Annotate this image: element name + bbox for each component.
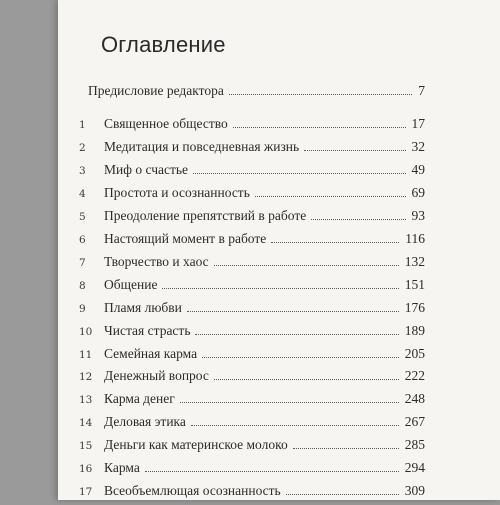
toc-preface-row	[58, 83, 500, 105]
chapter-number: 8	[79, 279, 86, 292]
toc-row	[58, 231, 500, 253]
chapter-title: Деловая этика	[104, 414, 186, 430]
chapter-number: 15	[79, 440, 93, 453]
preface-label: Предисловие редактора	[88, 83, 224, 98]
dot-leader	[286, 494, 399, 495]
chapter-number: 16	[79, 463, 93, 476]
toc-row	[58, 391, 500, 413]
chapter-number: 11	[79, 348, 93, 361]
toc-row	[58, 346, 500, 368]
dot-leader	[187, 311, 399, 312]
chapter-title: Чистая страсть	[104, 322, 191, 338]
chapter-page: 49	[411, 161, 425, 177]
chapter-number: 10	[79, 325, 93, 338]
dot-leader	[180, 402, 399, 403]
dot-leader	[255, 196, 406, 197]
chapter-number: 7	[79, 256, 86, 269]
toc-row	[58, 323, 500, 345]
chapter-page: 205	[404, 345, 425, 361]
chapter-page: 17	[411, 116, 425, 131]
chapter-page: 176	[404, 299, 425, 315]
toc-row	[58, 277, 500, 299]
chapter-page: 309	[404, 483, 425, 499]
book-page	[58, 0, 500, 500]
toc-row	[58, 460, 500, 482]
chapter-number: 1	[79, 119, 86, 131]
dot-leader	[162, 288, 398, 289]
chapter-page: 32	[411, 138, 425, 154]
chapter-title: Карма	[104, 460, 140, 476]
chapter-title: Карма денег	[104, 391, 175, 407]
chapter-number: 3	[79, 164, 86, 177]
toc-title: Оглавление	[101, 32, 226, 57]
chapter-title: Простота и осознанность	[104, 184, 250, 200]
chapter-number: 9	[79, 302, 86, 315]
chapter-title: Миф о счастье	[104, 161, 189, 177]
chapter-number: 5	[79, 210, 86, 223]
preface-page: 7	[418, 83, 425, 98]
dot-leader	[191, 425, 399, 426]
chapter-title: Преодоление препятствий в работе	[104, 207, 307, 223]
chapter-title: Пламя любви	[104, 299, 182, 315]
chapter-page: 267	[404, 414, 425, 430]
chapter-number: 17	[79, 486, 93, 499]
dot-leader	[304, 150, 405, 151]
chapter-number: 13	[79, 394, 93, 407]
dot-leader	[233, 127, 406, 128]
dot-leader	[214, 265, 399, 266]
toc-row	[58, 208, 500, 230]
toc-row	[58, 300, 500, 322]
toc-row	[58, 414, 500, 436]
toc-row	[58, 162, 500, 184]
chapter-number: 6	[79, 233, 86, 246]
chapter-title: Медитация и повседневная жизнь	[104, 138, 300, 154]
chapter-page: 116	[405, 230, 425, 246]
chapter-page: 285	[404, 437, 425, 453]
chapter-page: 132	[404, 253, 425, 269]
toc-row	[58, 139, 500, 161]
chapter-number: 2	[79, 141, 86, 154]
chapter-page: 189	[404, 322, 425, 338]
chapter-title: Священное общество	[104, 116, 228, 131]
chapter-title: Всеобъемлющая осознанность	[104, 483, 281, 499]
dot-leader	[195, 334, 398, 335]
chapter-title: Настоящий момент в работе	[104, 230, 267, 246]
chapter-page: 222	[404, 368, 425, 384]
chapter-title: Деньги как материнское молоко	[104, 437, 288, 453]
chapter-number: 14	[79, 417, 93, 430]
dot-leader	[229, 94, 412, 95]
toc-row	[58, 368, 500, 390]
toc-row	[58, 437, 500, 459]
chapter-title: Общение	[104, 276, 158, 292]
toc-row	[58, 116, 500, 138]
dot-leader	[202, 357, 399, 358]
chapter-page: 294	[404, 460, 425, 476]
chapter-title: Семейная карма	[104, 345, 198, 361]
dot-leader	[311, 219, 405, 220]
dot-leader	[271, 242, 399, 243]
dot-leader	[293, 448, 399, 449]
toc-row	[58, 483, 500, 505]
toc-row	[58, 254, 500, 276]
dot-leader	[214, 379, 399, 380]
chapter-title: Денежный вопрос	[104, 368, 209, 384]
chapter-number: 4	[79, 187, 86, 200]
chapter-title: Творчество и хаос	[104, 253, 209, 269]
dot-leader	[145, 471, 399, 472]
chapter-number: 12	[79, 371, 93, 384]
chapter-page: 69	[411, 184, 425, 200]
chapter-page: 93	[411, 207, 425, 223]
chapter-page: 151	[404, 276, 425, 292]
chapter-page: 248	[404, 391, 425, 407]
toc-row	[58, 185, 500, 207]
dot-leader	[193, 173, 405, 174]
